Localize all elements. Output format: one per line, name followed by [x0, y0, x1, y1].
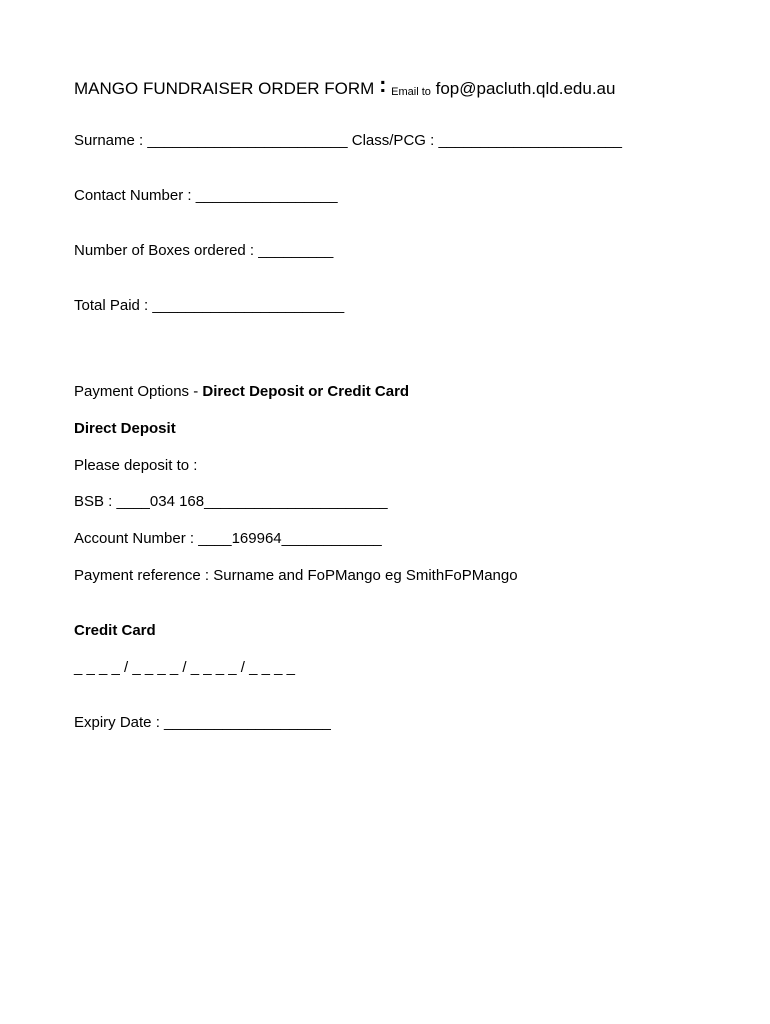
- class-pcg-field[interactable]: ______________________: [438, 132, 622, 149]
- boxes-ordered-field[interactable]: _________: [258, 242, 334, 259]
- class-pcg-label: Class/PCG :: [347, 132, 439, 149]
- card-number-field[interactable]: _ _ _ _ / _ _ _ _ / _ _ _ _ / _ _ _ _: [74, 659, 295, 676]
- boxes-ordered-row: [74, 242, 333, 260]
- contact-number-row: [74, 187, 338, 205]
- title-colon: :: [379, 72, 387, 97]
- form-title: MANGO FUNDRAISER ORDER FORM: [74, 79, 375, 98]
- contact-number-label: Contact Number :: [74, 187, 196, 204]
- email-prefix: Email to: [391, 86, 431, 98]
- form-title-line: [74, 72, 616, 102]
- payment-options-methods: Direct Deposit or Credit Card: [202, 383, 410, 400]
- credit-card-heading: Credit Card: [74, 622, 156, 639]
- payment-options-label: Payment Options -: [74, 383, 203, 400]
- surname-label: Surname :: [74, 132, 148, 149]
- surname-class-row: [74, 132, 622, 150]
- deposit-instruction: Please deposit to :: [74, 457, 198, 474]
- payment-reference-line: Payment reference : Surname and FoPMango eg SmithFoPMango: [74, 567, 518, 584]
- bsb-line: BSB : ____034 168______________________: [74, 493, 388, 510]
- direct-deposit-heading: Direct Deposit: [74, 420, 176, 437]
- total-paid-field[interactable]: _______________________: [152, 297, 345, 314]
- total-paid-row: [74, 297, 344, 315]
- expiry-date-field[interactable]: ____________________: [164, 714, 331, 731]
- expiry-date-label: Expiry Date :: [74, 714, 165, 731]
- boxes-ordered-label: Number of Boxes ordered :: [74, 242, 259, 259]
- total-paid-label: Total Paid :: [74, 297, 153, 314]
- payment-options-line: [74, 383, 409, 401]
- account-number-line: Account Number : ____169964____________: [74, 530, 382, 547]
- email-address-link[interactable]: fop@pacluth.qld.edu.au: [435, 79, 616, 98]
- surname-field[interactable]: ________________________: [147, 132, 348, 149]
- expiry-date-row: [74, 714, 331, 732]
- contact-number-field[interactable]: _________________: [195, 187, 338, 204]
